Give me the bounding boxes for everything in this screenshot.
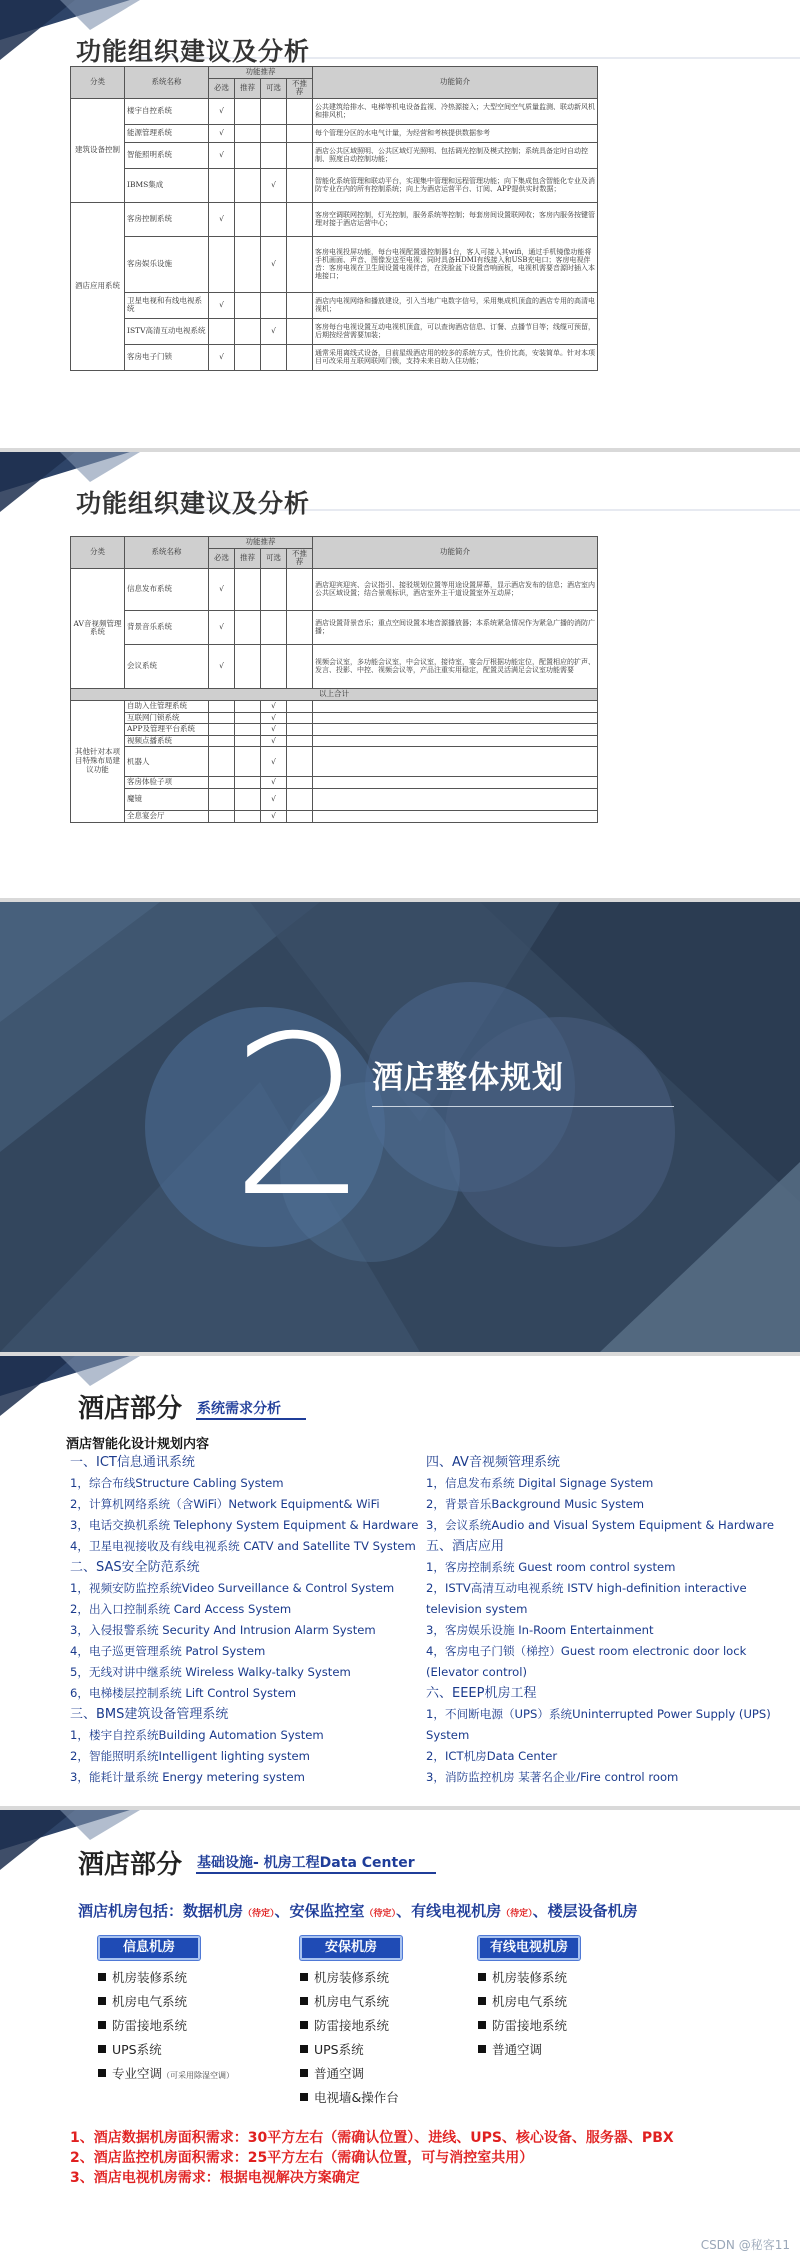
not-mark <box>287 202 313 236</box>
category-cell: 其他针对本项目特殊布局建议功能 <box>71 700 125 822</box>
cover-background <box>0 902 800 1352</box>
system-item: 2，计算机网络系统（含WiFi）Network Equipment& WiFi <box>70 1497 380 1511</box>
system-name: 全息宴会厅 <box>125 811 209 823</box>
left-column <box>70 1452 430 1788</box>
subtitle-underline <box>196 1872 436 1874</box>
optional-mark: √ <box>261 168 287 202</box>
system-item: 2，ICT机房Data Center <box>426 1749 558 1763</box>
bullet-square-icon <box>300 2045 308 2053</box>
system-item: 4，卫星电视接收及有线电视系统 CATV and Satellite TV System <box>70 1539 416 1553</box>
header-optional: 可选 <box>261 548 287 568</box>
not-mark <box>287 318 313 344</box>
must-mark: √ <box>209 644 235 688</box>
room-item <box>98 1990 234 2014</box>
bullet-square-icon <box>300 2093 308 2101</box>
recommend-mark <box>235 344 261 370</box>
slide-subtitle: 基础设施- 机房工程Data Center <box>197 1855 415 1871</box>
recommend-mark <box>235 292 261 318</box>
subtitle-underline <box>196 1418 306 1420</box>
room-item-label: 机房电气系统 <box>314 1994 390 2009</box>
optional-mark <box>261 124 287 142</box>
system-name: APP及管理平台系统 <box>125 724 209 736</box>
bullet-square-icon <box>300 1997 308 2005</box>
requirement-line: 2、酒店监控机房面积需求：25平方左右（需确认位置，可与消控室共用） <box>70 2150 534 2166</box>
not-mark <box>287 142 313 168</box>
bullet-square-icon <box>300 2069 308 2077</box>
system-desc: 每个管理分区的水电气计量，为经营和考核提供数据参考 <box>313 124 598 142</box>
system-name: 背景音乐系统 <box>125 610 209 644</box>
category-cell: 酒店应用系统 <box>71 202 125 370</box>
system-item: 1，信息发布系统 Digital Signage System <box>426 1476 654 1490</box>
room-item-label: 防雷接地系统 <box>314 2018 390 2033</box>
must-mark <box>209 236 235 292</box>
must-mark: √ <box>209 610 235 644</box>
room-item-label: 普通空调 <box>492 2042 543 2057</box>
bullet-square-icon <box>98 1997 106 2005</box>
recommend-mark <box>235 644 261 688</box>
rooms-part: 、楼层设备机房 <box>532 1902 638 1920</box>
system-name: 信息发布系统 <box>125 568 209 610</box>
slide-title: 酒店部分 <box>78 1394 183 1424</box>
must-mark <box>209 318 235 344</box>
system-item: 1，综合布线Structure Cabling System <box>70 1476 284 1490</box>
right-column <box>426 1452 776 1788</box>
room-item-label: 机房装修系统 <box>314 1970 390 1985</box>
must-mark: √ <box>209 98 235 124</box>
bullet-square-icon <box>300 1973 308 1981</box>
system-item: 3，电话交换机系统 Telephony System Equipment & Hardware <box>70 1518 419 1532</box>
room-item-label: 防雷接地系统 <box>492 2018 568 2033</box>
room-item-label: 机房电气系统 <box>492 1994 568 2009</box>
header-func-group: 功能推荐 <box>209 537 313 549</box>
optional-mark <box>261 344 287 370</box>
system-desc: 酒店内电视网络和播放建设，引入当地广电数字信号，采用集成机顶盒的酒店专用的高清电视机； <box>313 292 598 318</box>
optional-mark <box>261 644 287 688</box>
must-mark: √ <box>209 568 235 610</box>
room-item <box>478 1966 580 1990</box>
not-mark <box>287 568 313 610</box>
system-desc: 视频会议室，多功能会议室，中会议室，接待室，宴会厅根据功能定位，配置相应的扩声、发言、投影、中控、视频会议等，产品注重实用稳定，配置灵活满足会议室功能需要 <box>313 644 598 688</box>
not-mark <box>287 168 313 202</box>
not-mark <box>287 124 313 142</box>
system-name: 客房电子门锁 <box>125 344 209 370</box>
system-name: 客房体验子项 <box>125 777 209 789</box>
function-table <box>70 536 598 823</box>
header-system: 系统名称 <box>125 67 209 99</box>
room-item <box>300 2086 402 2110</box>
rooms-prefix: 酒店机房包括：数据机房 <box>78 1902 244 1920</box>
room-item-label: 专业空调 <box>112 2066 163 2081</box>
system-name: 魔镜 <box>125 789 209 811</box>
system-item: 2，背景音乐Background Music System <box>426 1497 645 1511</box>
bullet-square-icon <box>98 1973 106 1981</box>
not-mark <box>287 610 313 644</box>
system-item: 3，入侵报警系统 Security And Intrusion Alarm System <box>70 1623 376 1637</box>
slide-title: 酒店部分 <box>78 1850 183 1880</box>
room-item <box>300 1990 402 2014</box>
optional-mark: √ <box>261 735 287 747</box>
header-recommend: 推荐 <box>235 78 261 98</box>
header-system: 系统名称 <box>125 537 209 569</box>
system-desc: 客房空调联网控制，灯光控制，服务系统等控制；每套房间设置联网收；客房内服务按键管理对接于酒店运营中心； <box>313 202 598 236</box>
recommend-mark <box>235 202 261 236</box>
not-mark <box>287 98 313 124</box>
bullet-square-icon <box>98 2021 106 2029</box>
slide-function-analysis-1 <box>0 0 800 448</box>
room-item-label: UPS系统 <box>112 2042 162 2057</box>
room-item <box>300 2062 402 2086</box>
slide-function-analysis-2 <box>0 452 800 898</box>
bullet-square-icon <box>300 2021 308 2029</box>
slide-data-center <box>0 1810 800 2259</box>
room-column-info <box>98 1936 234 2088</box>
bullet-square-icon <box>478 2045 486 2053</box>
room-item <box>98 1966 234 1990</box>
optional-mark <box>261 142 287 168</box>
requirement-line: 3、酒店电视机房需求：根据电视解决方案确定 <box>70 2170 360 2186</box>
function-table <box>70 66 598 371</box>
must-mark: √ <box>209 344 235 370</box>
optional-mark: √ <box>261 712 287 724</box>
system-desc: 酒店设置背景音乐；重点空间设置本地音源播放器；本系统紧急情况作为紧急广播的消防广播； <box>313 610 598 644</box>
slide-system-requirements <box>0 1356 800 1806</box>
recommend-mark <box>235 124 261 142</box>
requirement-line: 1、酒店数据机房面积需求：30平方左右（需确认位置）、进线、UPS、核心设备、服务器、PBX <box>70 2130 674 2146</box>
optional-mark: √ <box>261 789 287 811</box>
room-item <box>300 2014 402 2038</box>
slide-section-cover <box>0 902 800 1352</box>
room-item-label: 机房电气系统 <box>112 1994 188 2009</box>
optional-mark: √ <box>261 700 287 712</box>
room-item <box>98 2014 234 2038</box>
room-item <box>300 2038 402 2062</box>
system-desc: 公共建筑给排水、电梯等机电设备监视、冷热源接入；大型空间空气质量监测、联动新风机和排风机； <box>313 98 598 124</box>
room-item-label: 防雷接地系统 <box>112 2018 188 2033</box>
system-item: 4，客房电子门锁（梯控）Guest room electronic door lock <box>426 1644 747 1658</box>
header-optional: 可选 <box>261 78 287 98</box>
system-item: television system <box>426 1602 528 1616</box>
must-mark: √ <box>209 124 235 142</box>
section-heading: 四、AV音视频管理系统 <box>426 1455 560 1470</box>
header-func-group: 功能推荐 <box>209 67 313 79</box>
room-item-label: 电视墙&操作台 <box>314 2090 399 2105</box>
header-category: 分类 <box>71 67 125 99</box>
recommend-mark <box>235 168 261 202</box>
must-mark: √ <box>209 292 235 318</box>
section-break: 以上合计 <box>71 688 598 700</box>
room-item-label: 机房装修系统 <box>492 1970 568 1985</box>
bullet-square-icon <box>98 2045 106 2053</box>
pending-tag: （待定） <box>243 1909 275 1919</box>
optional-mark: √ <box>261 777 287 789</box>
section-heading: 六、EEEP机房工程 <box>426 1686 537 1701</box>
system-name: 智能照明系统 <box>125 142 209 168</box>
system-desc: 通常采用离线式设备，目前星级酒店用的较多的系统方式，性价比高，安装简单。针对本项目可改采用互联网联网门锁，支持未来自助入住功能； <box>313 344 598 370</box>
optional-mark <box>261 202 287 236</box>
system-name: 会议系统 <box>125 644 209 688</box>
slide-subtitle: 系统需求分析 <box>197 1401 281 1417</box>
room-item <box>98 2038 234 2062</box>
room-item-note: （可采用除湿空调） <box>162 2071 235 2080</box>
category-cell: AV音视频管理系统 <box>71 568 125 688</box>
system-desc: 酒店公共区域照明、公共区域灯光照明、包括调光控制及模式控制；系统具备定时自动控制、照度自动控制功能； <box>313 142 598 168</box>
system-item: 2，出入口控制系统 Card Access System <box>70 1602 292 1616</box>
recommend-mark <box>235 142 261 168</box>
section-heading: 一、ICT信息通讯系统 <box>70 1455 195 1470</box>
system-desc: 酒店迎宾迎宾、会议指引、接驳规划位置等用途设置屏幕，显示酒店发布的信息；酒店室内公共区域设置；结合景观标识，酒店室外主干道设置室外互动屏； <box>313 568 598 610</box>
system-name: 互联网门锁系统 <box>125 712 209 724</box>
room-title-badge: 信息机房 <box>98 1936 200 1960</box>
system-name: 客房娱乐设施 <box>125 236 209 292</box>
rooms-summary <box>78 1900 638 1921</box>
system-name: 自助入住管理系统 <box>125 700 209 712</box>
must-mark <box>209 168 235 202</box>
system-name: 视频点播系统 <box>125 735 209 747</box>
content-heading: 酒店智能化设计规划内容 <box>66 1437 210 1452</box>
section-heading: 二、SAS安全防范系统 <box>70 1560 200 1575</box>
bullet-square-icon <box>478 1973 486 1981</box>
header-not-recommend: 不推荐 <box>287 548 313 568</box>
system-item: 1，视频安防监控系统Video Surveillance & Control System <box>70 1581 395 1595</box>
header-recommend: 推荐 <box>235 548 261 568</box>
system-desc: 智能化系统管理和联动平台，实现集中管理和远程管理功能；向下集成包含智能化专业及消防专业在内的所有控制系统；向上为酒店运营平台、订阅、APP提供实时数据； <box>313 168 598 202</box>
header-must: 必选 <box>209 78 235 98</box>
room-title-badge: 安保机房 <box>300 1936 402 1960</box>
room-item <box>478 2014 580 2038</box>
system-item: 3，会议系统Audio and Visual System Equipment & Hardware <box>426 1518 775 1532</box>
system-item: 3，消防监控机房 某著名企业/Fire control room <box>426 1770 679 1784</box>
system-name: ISTV高清互动电视系统 <box>125 318 209 344</box>
bullet-square-icon <box>98 2069 106 2077</box>
header-desc: 功能简介 <box>313 67 598 99</box>
title-underline <box>372 1106 674 1107</box>
header-category: 分类 <box>71 537 125 569</box>
rooms-part: 、有线电视机房 <box>396 1902 502 1920</box>
not-mark <box>287 344 313 370</box>
system-item: 6，电梯楼层控制系统 Lift Control System <box>70 1686 297 1700</box>
system-item: 1，楼宇自控系统Building Automation System <box>70 1728 324 1742</box>
recommend-mark <box>235 318 261 344</box>
rooms-part: 、安保监控室 <box>274 1902 365 1920</box>
system-name: 客房控制系统 <box>125 202 209 236</box>
system-name: 卫星电视和有线电视系统 <box>125 292 209 318</box>
room-item-label: 普通空调 <box>314 2066 365 2081</box>
not-mark <box>287 644 313 688</box>
watermark: CSDN @秘客11 <box>700 2238 790 2252</box>
recommend-mark <box>235 568 261 610</box>
system-desc: 客房电视投屏功能，每台电视配置遥控制器1台，客人可接入其wifi，通过手机镜像功能将手机画面、声音、图像发送至电视；同时具备HDMI有线接入和USB充电口；客房电视伴音：客房电视在卫生间设置电视伴音，在洗脸盆下设置音响面板，电视机需要音源时插入本地接口； <box>313 236 598 292</box>
slide-title: 功能组织建议及分析 <box>76 489 311 518</box>
section-title: 酒店整体规划 <box>372 1060 564 1096</box>
bullet-square-icon <box>478 1997 486 2005</box>
room-item <box>478 2038 580 2062</box>
must-mark: √ <box>209 142 235 168</box>
optional-mark <box>261 568 287 610</box>
category-cell: 建筑设备控制 <box>71 98 125 202</box>
optional-mark: √ <box>261 724 287 736</box>
system-item: System <box>426 1728 470 1742</box>
room-item <box>98 2062 234 2088</box>
slide-title: 功能组织建议及分析 <box>76 37 311 66</box>
section-heading: 五、酒店应用 <box>426 1539 505 1554</box>
optional-mark <box>261 292 287 318</box>
system-item: 4，电子巡更管理系统 Patrol System <box>70 1644 266 1658</box>
system-item: (Elevator control) <box>426 1665 527 1679</box>
header-desc: 功能简介 <box>313 537 598 569</box>
room-item-label: UPS系统 <box>314 2042 364 2057</box>
system-item: 2，ISTV高清互动电视系统 ISTV high-definition interactive <box>426 1581 747 1595</box>
system-item: 3，客房娱乐设施 In-Room Entertainment <box>426 1623 654 1637</box>
recommend-mark <box>235 98 261 124</box>
system-name: 能源管理系统 <box>125 124 209 142</box>
header-not-recommend: 不推荐 <box>287 78 313 98</box>
system-item: 2，智能照明系统Intelligent lighting system <box>70 1749 310 1763</box>
header-must: 必选 <box>209 548 235 568</box>
room-column-catv <box>478 1936 580 2062</box>
optional-mark: √ <box>261 747 287 777</box>
optional-mark <box>261 98 287 124</box>
requirements <box>70 2128 674 2188</box>
room-title-badge: 有线电视机房 <box>478 1936 580 1960</box>
system-name: IBMS集成 <box>125 168 209 202</box>
recommend-mark <box>235 610 261 644</box>
system-item: 5，无线对讲中继系统 Wireless Walky-talky System <box>70 1665 351 1679</box>
system-desc: 客房每台电视设置互动电视机顶盒，可以查询酒店信息、订餐、点播节目等；线缆可预留，后期按经营需要加装； <box>313 318 598 344</box>
system-name: 机器人 <box>125 747 209 777</box>
optional-mark: √ <box>261 318 287 344</box>
system-item: 3，能耗计量系统 Energy metering system <box>70 1770 305 1784</box>
optional-mark: √ <box>261 811 287 823</box>
room-item-label: 机房装修系统 <box>112 1970 188 1985</box>
optional-mark: √ <box>261 236 287 292</box>
pending-tag: （待定） <box>364 1909 397 1919</box>
pending-tag: （待定） <box>501 1909 533 1919</box>
room-item <box>300 1966 402 1990</box>
optional-mark <box>261 610 287 644</box>
bullet-square-icon <box>478 2021 486 2029</box>
room-column-security <box>300 1936 402 2110</box>
section-heading: 三、BMS建筑设备管理系统 <box>70 1707 229 1722</box>
system-item: 1，客房控制系统 Guest room control system <box>426 1560 676 1574</box>
not-mark <box>287 236 313 292</box>
room-item <box>478 1990 580 2014</box>
must-mark: √ <box>209 202 235 236</box>
recommend-mark <box>235 236 261 292</box>
system-name: 楼宇自控系统 <box>125 98 209 124</box>
system-item: 1，不间断电源（UPS）系统Uninterrupted Power Supply (UPS) <box>426 1707 771 1721</box>
section-number: 2 <box>230 989 370 1245</box>
not-mark <box>287 292 313 318</box>
